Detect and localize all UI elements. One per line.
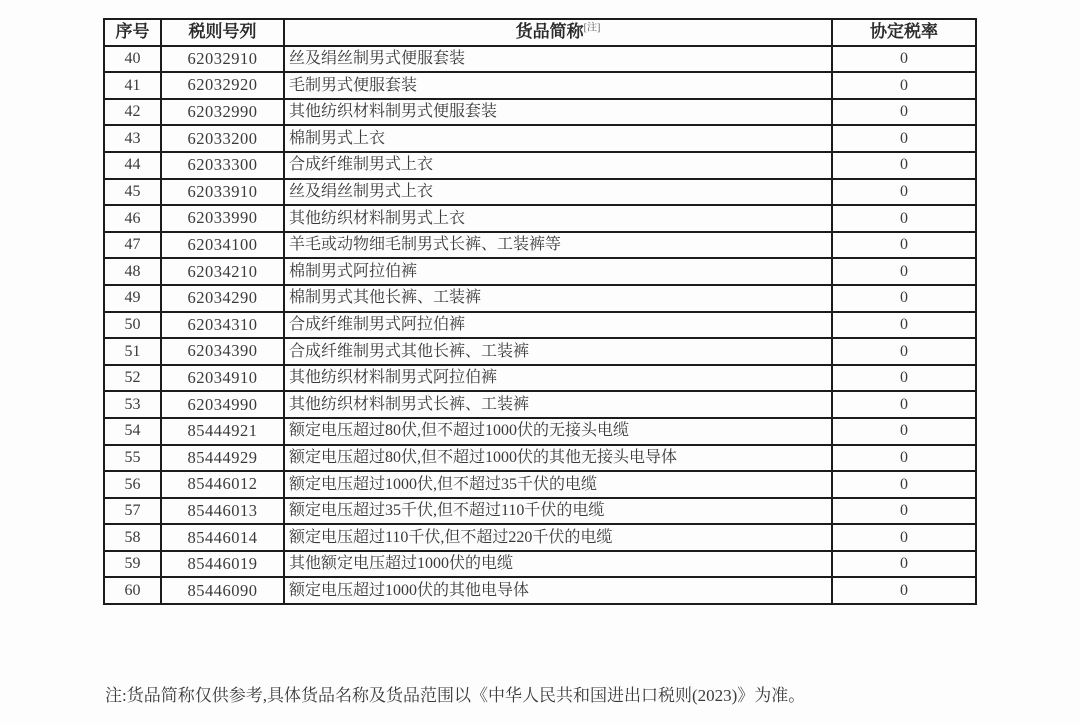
table-row	[104, 179, 976, 206]
footnote: 注:货品简称仅供参考,具体货品名称及货品范围以《中华人民共和国进出口税则(2023)》为准。	[105, 686, 806, 705]
cell-tariff-code: 85446013	[161, 498, 284, 525]
table-row	[104, 72, 976, 99]
cell-agreement-rate: 0	[832, 445, 976, 472]
table-row	[104, 125, 976, 152]
cell-goods-name: 合成纤维制男式上衣	[284, 152, 832, 179]
cell-agreement-rate: 0	[832, 498, 976, 525]
table-row	[104, 338, 976, 365]
table-row	[104, 99, 976, 126]
header-row	[104, 19, 976, 46]
table-body	[104, 46, 976, 604]
cell-agreement-rate: 0	[832, 551, 976, 578]
cell-goods-name: 额定电压超过110千伏,但不超过220千伏的电缆	[284, 524, 832, 551]
cell-tariff-code: 62032990	[161, 99, 284, 126]
cell-goods-name: 其他纺织材料制男式阿拉伯裤	[284, 365, 832, 392]
table-row	[104, 577, 976, 604]
cell-tariff-code: 62034310	[161, 312, 284, 339]
cell-goods-name: 丝及绢丝制男式上衣	[284, 179, 832, 206]
cell-goods-name: 棉制男式上衣	[284, 125, 832, 152]
cell-agreement-rate: 0	[832, 205, 976, 232]
cell-serial-number: 51	[104, 338, 161, 365]
cell-tariff-code: 62033990	[161, 205, 284, 232]
cell-serial-number: 52	[104, 365, 161, 392]
cell-serial-number: 40	[104, 46, 161, 73]
cell-tariff-code: 85446019	[161, 551, 284, 578]
cell-tariff-code: 85444921	[161, 418, 284, 445]
cell-goods-name: 羊毛或动物细毛制男式长裤、工装裤等	[284, 232, 832, 259]
cell-agreement-rate: 0	[832, 471, 976, 498]
column-header-serial-number: 序号	[104, 19, 161, 46]
cell-serial-number: 41	[104, 72, 161, 99]
cell-goods-name: 棉制男式阿拉伯裤	[284, 258, 832, 285]
cell-tariff-code: 62032910	[161, 46, 284, 73]
cell-goods-name: 毛制男式便服套装	[284, 72, 832, 99]
tariff-table	[103, 18, 977, 605]
table-row	[104, 391, 976, 418]
cell-tariff-code: 85446090	[161, 577, 284, 604]
cell-serial-number: 57	[104, 498, 161, 525]
cell-serial-number: 44	[104, 152, 161, 179]
cell-goods-name: 棉制男式其他长裤、工装裤	[284, 285, 832, 312]
cell-serial-number: 55	[104, 445, 161, 472]
cell-tariff-code: 62034290	[161, 285, 284, 312]
table-row	[104, 312, 976, 339]
table-row	[104, 205, 976, 232]
cell-tariff-code: 85444929	[161, 445, 284, 472]
cell-serial-number: 53	[104, 391, 161, 418]
table-row	[104, 258, 976, 285]
cell-goods-name: 额定电压超过80伏,但不超过1000伏的无接头电缆	[284, 418, 832, 445]
cell-agreement-rate: 0	[832, 125, 976, 152]
table-row	[104, 365, 976, 392]
cell-goods-name: 额定电压超过1000伏的其他电导体	[284, 577, 832, 604]
cell-goods-name: 丝及绢丝制男式便服套装	[284, 46, 832, 73]
cell-agreement-rate: 0	[832, 258, 976, 285]
cell-agreement-rate: 0	[832, 391, 976, 418]
table-row	[104, 46, 976, 73]
cell-goods-name: 额定电压超过1000伏,但不超过35千伏的电缆	[284, 471, 832, 498]
cell-agreement-rate: 0	[832, 232, 976, 259]
cell-serial-number: 43	[104, 125, 161, 152]
cell-serial-number: 42	[104, 99, 161, 126]
cell-goods-name: 其他纺织材料制男式长裤、工装裤	[284, 391, 832, 418]
column-header-agreement-rate: 协定税率	[832, 19, 976, 46]
table-row	[104, 418, 976, 445]
table-row	[104, 524, 976, 551]
table-row	[104, 285, 976, 312]
column-header-tariff-code: 税则号列	[161, 19, 284, 46]
cell-agreement-rate: 0	[832, 179, 976, 206]
cell-goods-name: 额定电压超过80伏,但不超过1000伏的其他无接头电导体	[284, 445, 832, 472]
cell-goods-name: 其他额定电压超过1000伏的电缆	[284, 551, 832, 578]
cell-agreement-rate: 0	[832, 312, 976, 339]
cell-serial-number: 47	[104, 232, 161, 259]
cell-agreement-rate: 0	[832, 338, 976, 365]
column-header-goods-name-label: 货品简称	[515, 21, 584, 41]
cell-serial-number: 59	[104, 551, 161, 578]
cell-tariff-code: 62034390	[161, 338, 284, 365]
table-row	[104, 152, 976, 179]
table-row	[104, 471, 976, 498]
cell-tariff-code: 62034100	[161, 232, 284, 259]
cell-tariff-code: 85446014	[161, 524, 284, 551]
cell-agreement-rate: 0	[832, 46, 976, 73]
cell-agreement-rate: 0	[832, 99, 976, 126]
cell-agreement-rate: 0	[832, 72, 976, 99]
goods-name-footnote-marker: [注]	[583, 22, 601, 34]
table-row	[104, 232, 976, 259]
cell-serial-number: 46	[104, 205, 161, 232]
cell-agreement-rate: 0	[832, 524, 976, 551]
cell-serial-number: 60	[104, 577, 161, 604]
cell-agreement-rate: 0	[832, 152, 976, 179]
cell-tariff-code: 62033300	[161, 152, 284, 179]
cell-agreement-rate: 0	[832, 577, 976, 604]
cell-serial-number: 48	[104, 258, 161, 285]
column-header-goods-name	[284, 19, 832, 46]
cell-tariff-code: 62034910	[161, 365, 284, 392]
cell-serial-number: 49	[104, 285, 161, 312]
cell-agreement-rate: 0	[832, 418, 976, 445]
table-row	[104, 445, 976, 472]
cell-serial-number: 54	[104, 418, 161, 445]
cell-goods-name: 合成纤维制男式阿拉伯裤	[284, 312, 832, 339]
cell-goods-name: 其他纺织材料制男式上衣	[284, 205, 832, 232]
cell-goods-name: 合成纤维制男式其他长裤、工装裤	[284, 338, 832, 365]
cell-tariff-code: 62034210	[161, 258, 284, 285]
cell-serial-number: 58	[104, 524, 161, 551]
cell-agreement-rate: 0	[832, 285, 976, 312]
table-row	[104, 551, 976, 578]
cell-serial-number: 50	[104, 312, 161, 339]
table-row	[104, 498, 976, 525]
cell-goods-name: 额定电压超过35千伏,但不超过110千伏的电缆	[284, 498, 832, 525]
cell-serial-number: 45	[104, 179, 161, 206]
cell-tariff-code: 62033200	[161, 125, 284, 152]
cell-goods-name: 其他纺织材料制男式便服套装	[284, 99, 832, 126]
table-header	[104, 19, 976, 46]
cell-tariff-code: 62032920	[161, 72, 284, 99]
cell-tariff-code: 85446012	[161, 471, 284, 498]
cell-tariff-code: 62033910	[161, 179, 284, 206]
cell-tariff-code: 62034990	[161, 391, 284, 418]
cell-agreement-rate: 0	[832, 365, 976, 392]
cell-serial-number: 56	[104, 471, 161, 498]
